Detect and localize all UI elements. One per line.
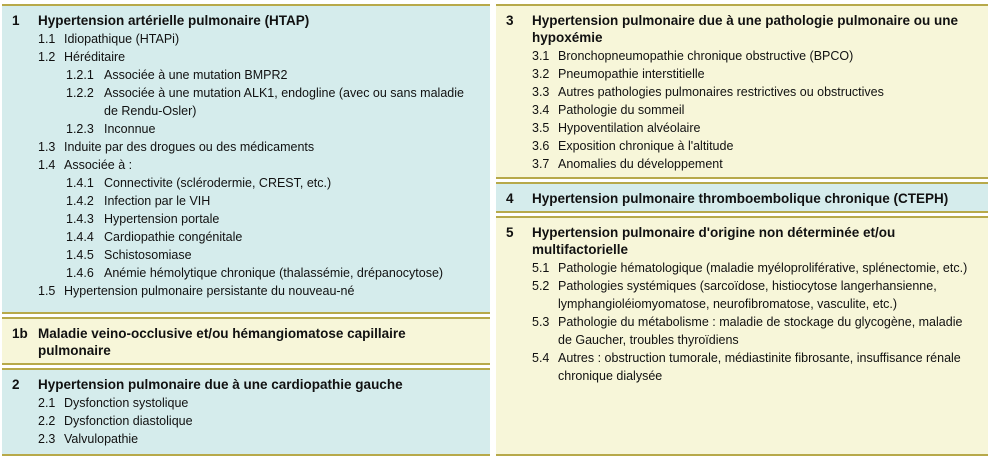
list-item: [506, 259, 978, 277]
list-item: [506, 277, 978, 313]
group-number: 2: [12, 377, 20, 392]
item-label: Hypoventilation alvéolaire: [558, 121, 701, 135]
item-code: 3.7: [532, 157, 550, 171]
item-label: Dysfonction diastolique: [64, 414, 193, 428]
group-3-box: [496, 4, 988, 179]
item-code: 1.5: [38, 284, 56, 298]
group-5-header: [506, 224, 978, 258]
item-code: 5.4: [532, 351, 550, 365]
item-label: Associée à une mutation BMPR2: [104, 68, 288, 82]
group-items: [12, 30, 480, 300]
list-item: [12, 394, 480, 412]
list-item: [12, 174, 480, 192]
list-item: [506, 313, 978, 349]
group-title: Hypertension pulmonaire due à une pathologie pulmonaire ou une hypoxémie: [532, 13, 959, 45]
item-code: 2.3: [38, 432, 56, 446]
group-2-header: [12, 376, 480, 393]
item-label: Induite par des drogues ou des médicaments: [64, 140, 315, 154]
list-item: [12, 282, 480, 300]
item-code: 1.3: [38, 140, 56, 154]
item-label: Anémie hémolytique chronique (thalassémie, drépanocytose): [104, 266, 444, 280]
item-code: 1.4: [38, 158, 56, 172]
group-4-header: [506, 190, 978, 207]
item-code: 1.2: [38, 50, 56, 64]
item-code: 5.2: [532, 279, 550, 293]
item-label: Pathologies systémiques (sarcoïdose, histiocytose langerhansienne, lymphangioléiomyomatose, neurofibromatose, vasculite, etc.): [558, 279, 937, 311]
list-item: [506, 155, 978, 173]
item-code: 3.3: [532, 85, 550, 99]
group-1-header: [12, 12, 480, 29]
group-items: [506, 47, 978, 173]
item-label: Héréditaire: [64, 50, 126, 64]
list-item: [12, 430, 480, 448]
group-1-box: [2, 4, 490, 314]
item-label: Bronchopneumopathie chronique obstructive (BPCO): [558, 49, 854, 63]
list-item: [506, 137, 978, 155]
item-label: Valvulopathie: [64, 432, 139, 446]
list-item: [506, 83, 978, 101]
item-label: Idiopathique (HTAPi): [64, 32, 180, 46]
item-code: 1.4.5: [66, 248, 94, 262]
item-code: 3.5: [532, 121, 550, 135]
group-title: Hypertension pulmonaire thromboembolique chronique (CTEPH): [532, 191, 949, 206]
list-item: [506, 65, 978, 83]
item-code: 1.4.6: [66, 266, 94, 280]
item-label: Exposition chronique à l'altitude: [558, 139, 734, 153]
item-code: 2.2: [38, 414, 56, 428]
list-item: [12, 192, 480, 210]
list-item: [506, 349, 978, 385]
item-label: Hypertension pulmonaire persistante du nouveau-né: [64, 284, 355, 298]
group-2-box: [2, 368, 490, 456]
group-title: Maladie veino-occlusive et/ou hémangiomatose capillaire pulmonaire: [38, 326, 406, 358]
list-item: [12, 120, 480, 138]
item-label: Infection par le VIH: [104, 194, 211, 208]
item-label: Pathologie hématologique (maladie myéloproliférative, splénectomie, etc.): [558, 261, 968, 275]
list-item: [12, 210, 480, 228]
left-column: [2, 4, 490, 456]
item-code: 3.4: [532, 103, 550, 117]
item-code: 3.2: [532, 67, 550, 81]
list-item: [12, 246, 480, 264]
group-3-header: [506, 12, 978, 46]
item-label: Dysfonction systolique: [64, 396, 189, 410]
item-code: 1.4.1: [66, 176, 94, 190]
group-number: 3: [506, 13, 514, 28]
list-item: [12, 228, 480, 246]
list-item: [12, 138, 480, 156]
item-label: Pathologie du métabolisme : maladie de stockage du glycogène, maladie de Gaucher, troubles thyroïdiens: [558, 315, 963, 347]
group-items: [506, 259, 978, 385]
item-label: Anomalies du développement: [558, 157, 723, 171]
item-label: Inconnue: [104, 122, 156, 136]
list-item: [12, 84, 480, 120]
item-label: Connectivite (sclérodermie, CREST, etc.): [104, 176, 332, 190]
group-1b-box: [2, 317, 490, 365]
item-code: 3.6: [532, 139, 550, 153]
item-code: 1.1: [38, 32, 56, 46]
group-4-box: [496, 182, 988, 213]
item-label: Cardiopathie congénitale: [104, 230, 243, 244]
item-code: 1.2.1: [66, 68, 94, 82]
list-item: [12, 30, 480, 48]
group-5-box: [496, 216, 988, 456]
item-code: 5.3: [532, 315, 550, 329]
list-item: [12, 66, 480, 84]
item-code: 1.4.3: [66, 212, 94, 226]
item-code: 1.4.4: [66, 230, 94, 244]
group-number: 1: [12, 13, 20, 28]
right-column: [496, 4, 988, 456]
item-code: 5.1: [532, 261, 550, 275]
item-label: Hypertension portale: [104, 212, 220, 226]
item-code: 3.1: [532, 49, 550, 63]
list-item: [506, 119, 978, 137]
list-item: [12, 264, 480, 282]
group-1b-header: [12, 325, 480, 359]
item-label: Schistosomiase: [104, 248, 192, 262]
list-item: [506, 101, 978, 119]
list-item: [12, 156, 480, 174]
item-code: 1.2.3: [66, 122, 94, 136]
list-item: [12, 48, 480, 66]
group-number: 1b: [12, 326, 28, 341]
group-items: [12, 394, 480, 448]
item-label: Pathologie du sommeil: [558, 103, 685, 117]
item-label: Associée à une mutation ALK1, endogline (avec ou sans maladie de Rendu-Osler): [104, 86, 464, 118]
item-code: 2.1: [38, 396, 56, 410]
group-number: 5: [506, 225, 514, 240]
item-code: 1.2.2: [66, 86, 94, 100]
group-number: 4: [506, 191, 514, 206]
item-label: Pneumopathie interstitielle: [558, 67, 705, 81]
list-item: [12, 412, 480, 430]
group-title: Hypertension artérielle pulmonaire (HTAP): [38, 13, 310, 28]
group-title: Hypertension pulmonaire due à une cardiopathie gauche: [38, 377, 403, 392]
item-label: Associée à :: [64, 158, 133, 172]
group-title: Hypertension pulmonaire d'origine non déterminée et/ou multifactorielle: [532, 225, 896, 257]
item-label: Autres : obstruction tumorale, médiastinite fibrosante, insuffisance rénale chronique dialysée: [558, 351, 961, 383]
list-item: [506, 47, 978, 65]
item-code: 1.4.2: [66, 194, 94, 208]
item-label: Autres pathologies pulmonaires restrictives ou obstructives: [558, 85, 884, 99]
